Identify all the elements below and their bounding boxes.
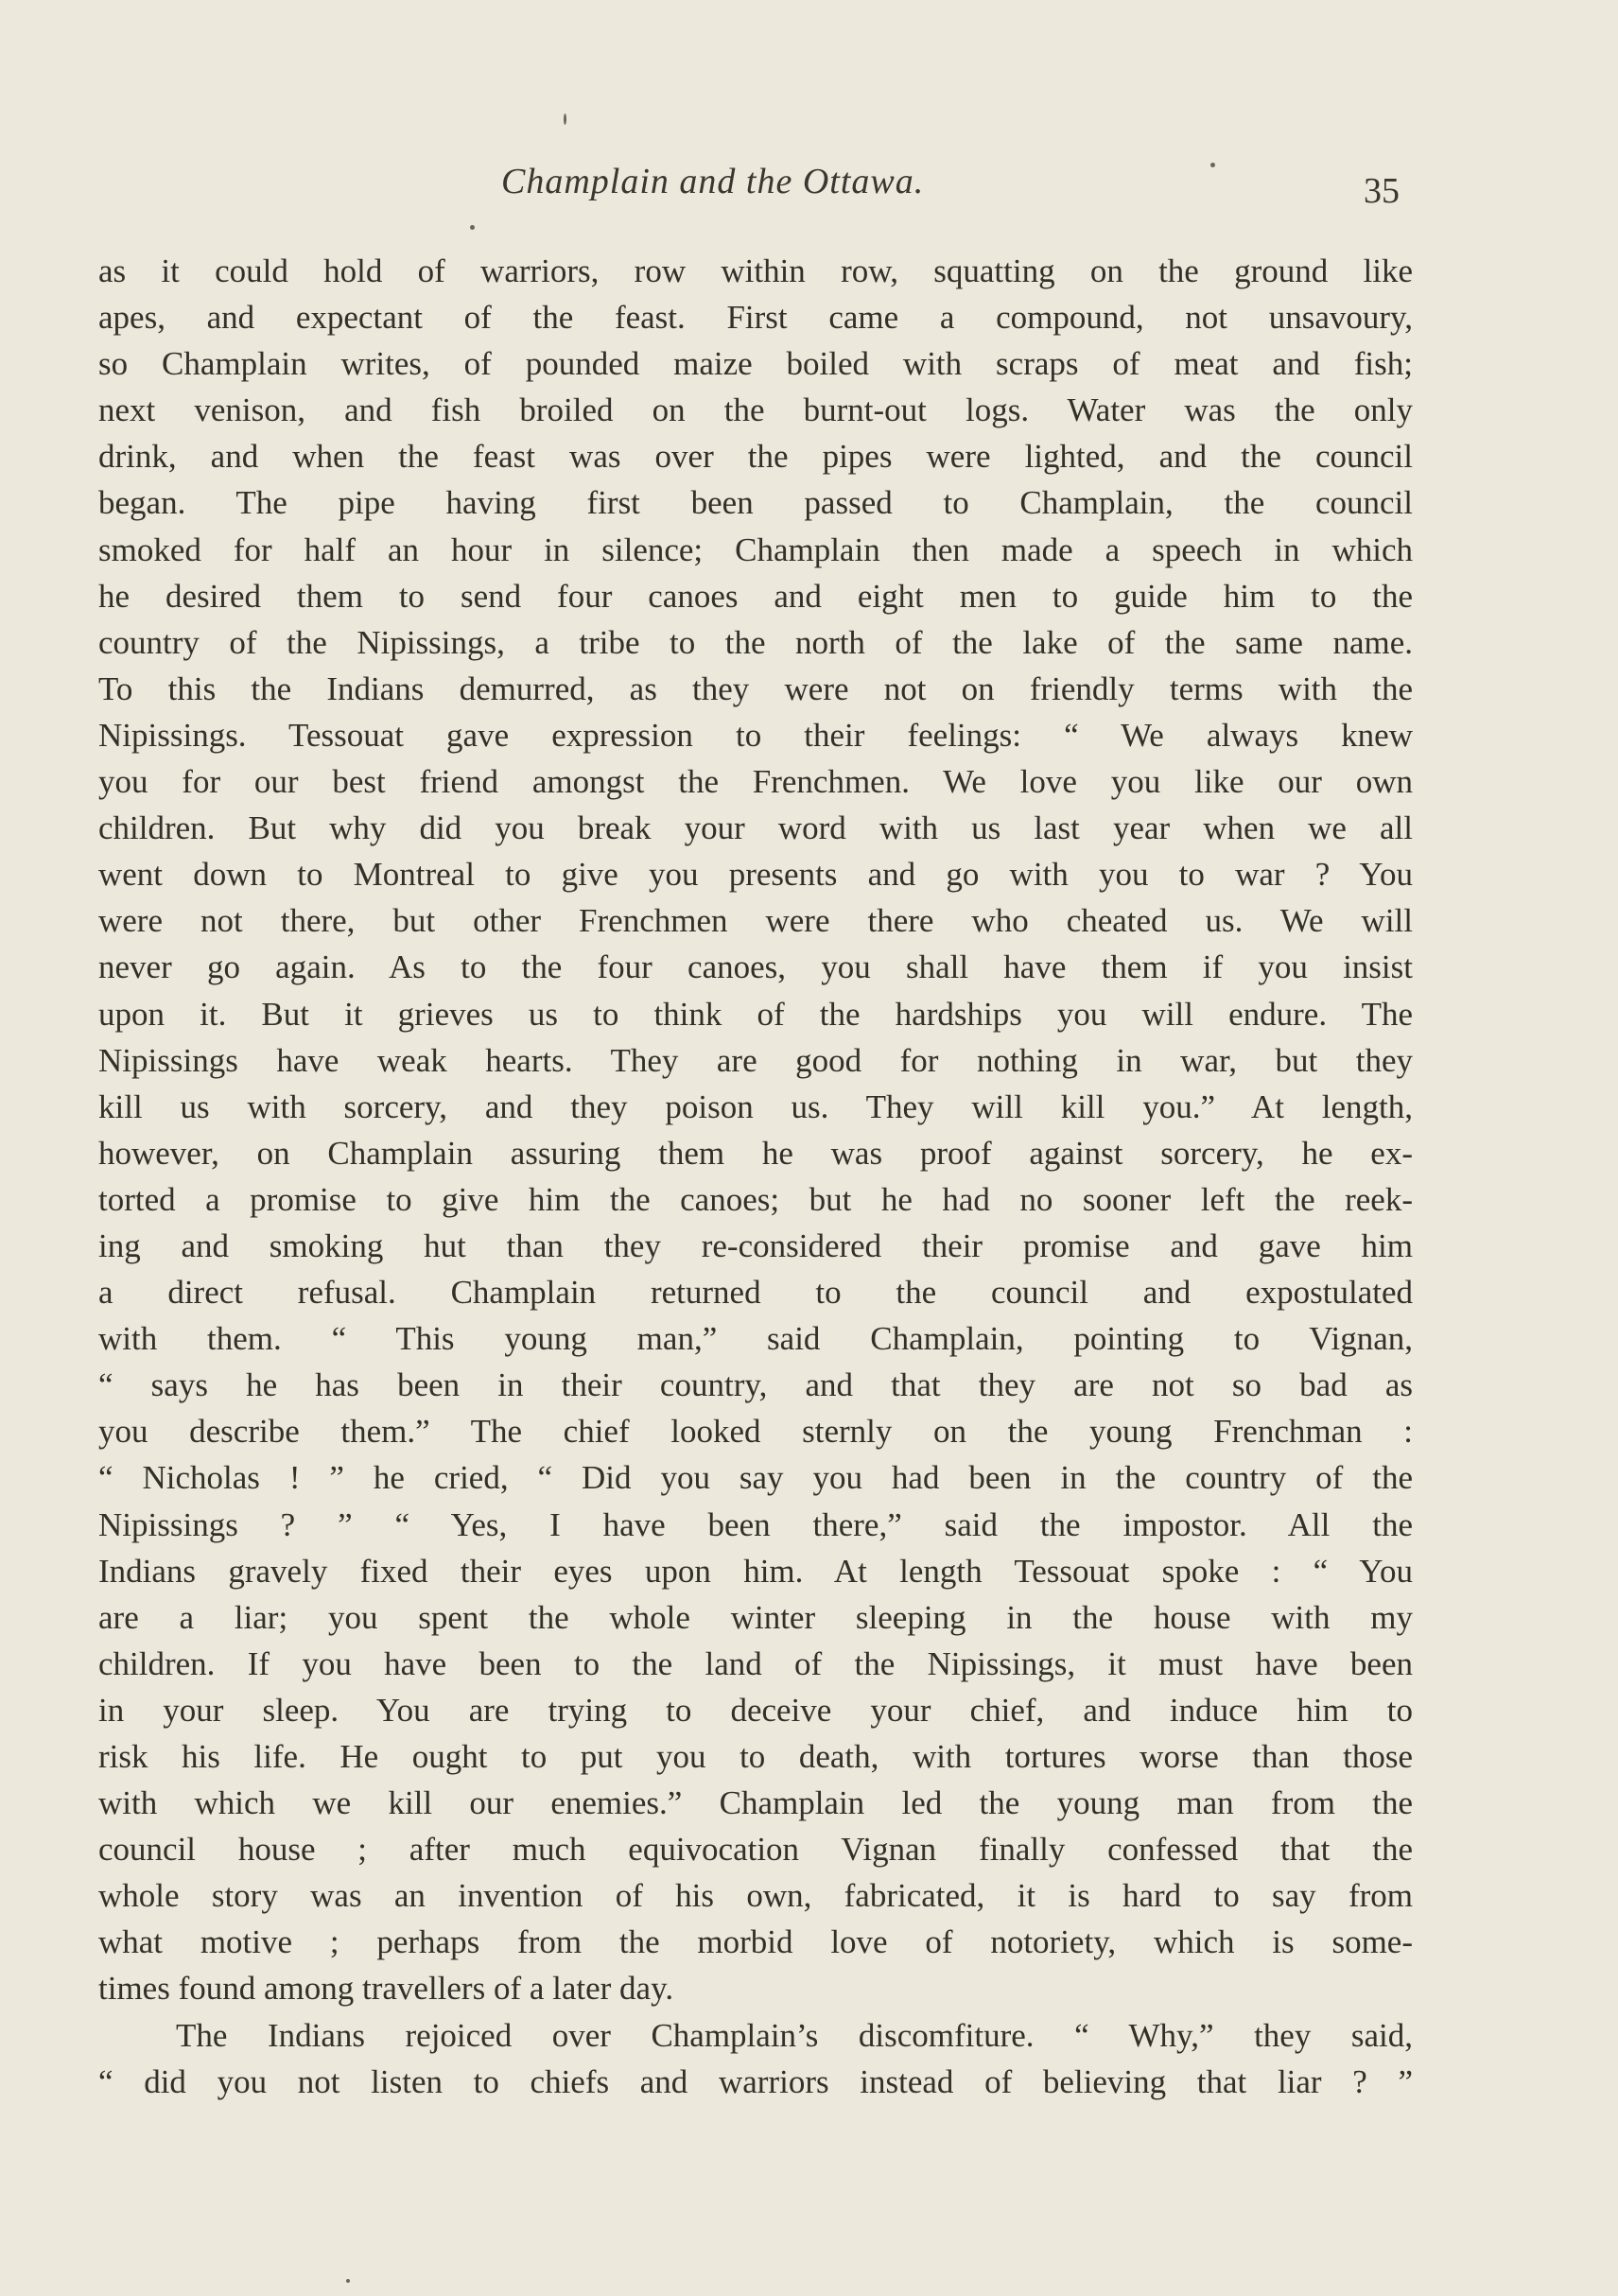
text-line: you describe them.” The chief looked sternly on the young Frenchman : — [98, 1413, 1413, 1451]
body-text — [98, 248, 1413, 2105]
text-line: in your sleep. You are trying to deceive your chief, and induce him to — [98, 1691, 1413, 1729]
text-line: what motive ; perhaps from the morbid love of notoriety, which is some- — [98, 1923, 1413, 1961]
text-line: however, on Champlain assuring them he was proof against sorcery, he ex- — [98, 1134, 1413, 1172]
print-speck — [470, 225, 475, 230]
text-line: as it could hold of warriors, row within row, squatting on the ground like — [98, 252, 1413, 289]
text-line: apes, and expectant of the feast. First came a compound, not unsavoury, — [98, 299, 1413, 337]
text-line: next venison, and fish broiled on the burnt-out logs. Water was the only — [98, 391, 1413, 429]
text-line: To this the Indians demurred, as they were not on friendly terms with the — [98, 670, 1413, 707]
text-line: “ Nicholas ! ” he cried, “ Did you say you had been in the country of the — [98, 1459, 1413, 1497]
text-line: risk his life. He ought to put you to death, with tortures worse than those — [98, 1738, 1413, 1775]
print-speck — [346, 2279, 350, 2283]
text-line: Nipissings have weak hearts. They are good for nothing in war, but they — [98, 1041, 1413, 1079]
text-line: are a liar; you spent the whole winter sleeping in the house with my — [98, 1598, 1413, 1636]
text-line: children. But why did you break your word with us last year when we all — [98, 809, 1413, 847]
print-speck — [1210, 163, 1215, 167]
text-line: began. The pipe having first been passed to Champlain, the council — [98, 484, 1413, 522]
text-line: “ did you not listen to chiefs and warriors instead of believing that liar ? ” — [98, 2062, 1413, 2100]
text-line: went down to Montreal to give you presents and go with you to war ? You — [98, 856, 1413, 894]
text-line: you for our best friend amongst the Frenchmen. We love you like our own — [98, 763, 1413, 801]
text-line: ing and smoking hut than they re-considered their promise and gave him — [98, 1226, 1413, 1264]
text-line: a direct refusal. Champlain returned to the council and expostulated — [98, 1274, 1413, 1312]
text-line: he desired them to send four canoes and eight men to guide him to the — [98, 577, 1413, 615]
print-speck — [564, 113, 566, 125]
text-line: Nipissings ? ” “ Yes, I have been there,” said the impostor. All the — [98, 1505, 1413, 1543]
text-line: never go again. As to the four canoes, you shall have them if you insist — [98, 948, 1413, 986]
text-line: children. If you have been to the land of the Nipissings, it must have been — [98, 1644, 1413, 1682]
text-line: with them. “ This young man,” said Champlain, pointing to Vignan, — [98, 1320, 1413, 1358]
text-line: “ says he has been in their country, and that they are not so bad as — [98, 1366, 1413, 1404]
text-line: Nipissings. Tessouat gave expression to their feelings: “ We always knew — [98, 716, 1413, 754]
page-number: 35 — [1364, 171, 1400, 211]
text-line: Indians gravely fixed their eyes upon him. At length Tessouat spoke : “ You — [98, 1552, 1413, 1590]
text-line: country of the Nipissings, a tribe to the north of the lake of the same name. — [98, 623, 1413, 661]
text-line: council house ; after much equivocation Vignan finally confessed that the — [98, 1831, 1413, 1869]
text-line: drink, and when the feast was over the pipes were lighted, and the council — [98, 438, 1413, 476]
running-title: Champlain and the Ottawa. — [501, 162, 925, 201]
text-line: whole story was an invention of his own, fabricated, it is hard to say from — [98, 1877, 1413, 1915]
text-line: torted a promise to give him the canoes; but he had no sooner left the reek- — [98, 1180, 1413, 1218]
text-line: were not there, but other Frenchmen were there who cheated us. We will — [98, 902, 1413, 940]
text-line: so Champlain writes, of pounded maize boiled with scraps of meat and fish; — [98, 345, 1413, 383]
text-line: upon it. But it grieves us to think of the hardships you will endure. The — [98, 995, 1413, 1033]
paragraph-end-line: times found among travellers of a later day. — [98, 1970, 674, 2008]
text-line: smoked for half an hour in silence; Champlain then made a speech in which — [98, 531, 1413, 568]
text-line: with which we kill our enemies.” Champlain led the young man from the — [98, 1784, 1413, 1822]
page-header — [95, 161, 1400, 227]
paragraph-start-line: The Indians rejoiced over Champlain’s discomfiture. “ Why,” they said, — [176, 2016, 1413, 2054]
text-line: kill us with sorcery, and they poison us. They will kill you.” At length, — [98, 1087, 1413, 1125]
